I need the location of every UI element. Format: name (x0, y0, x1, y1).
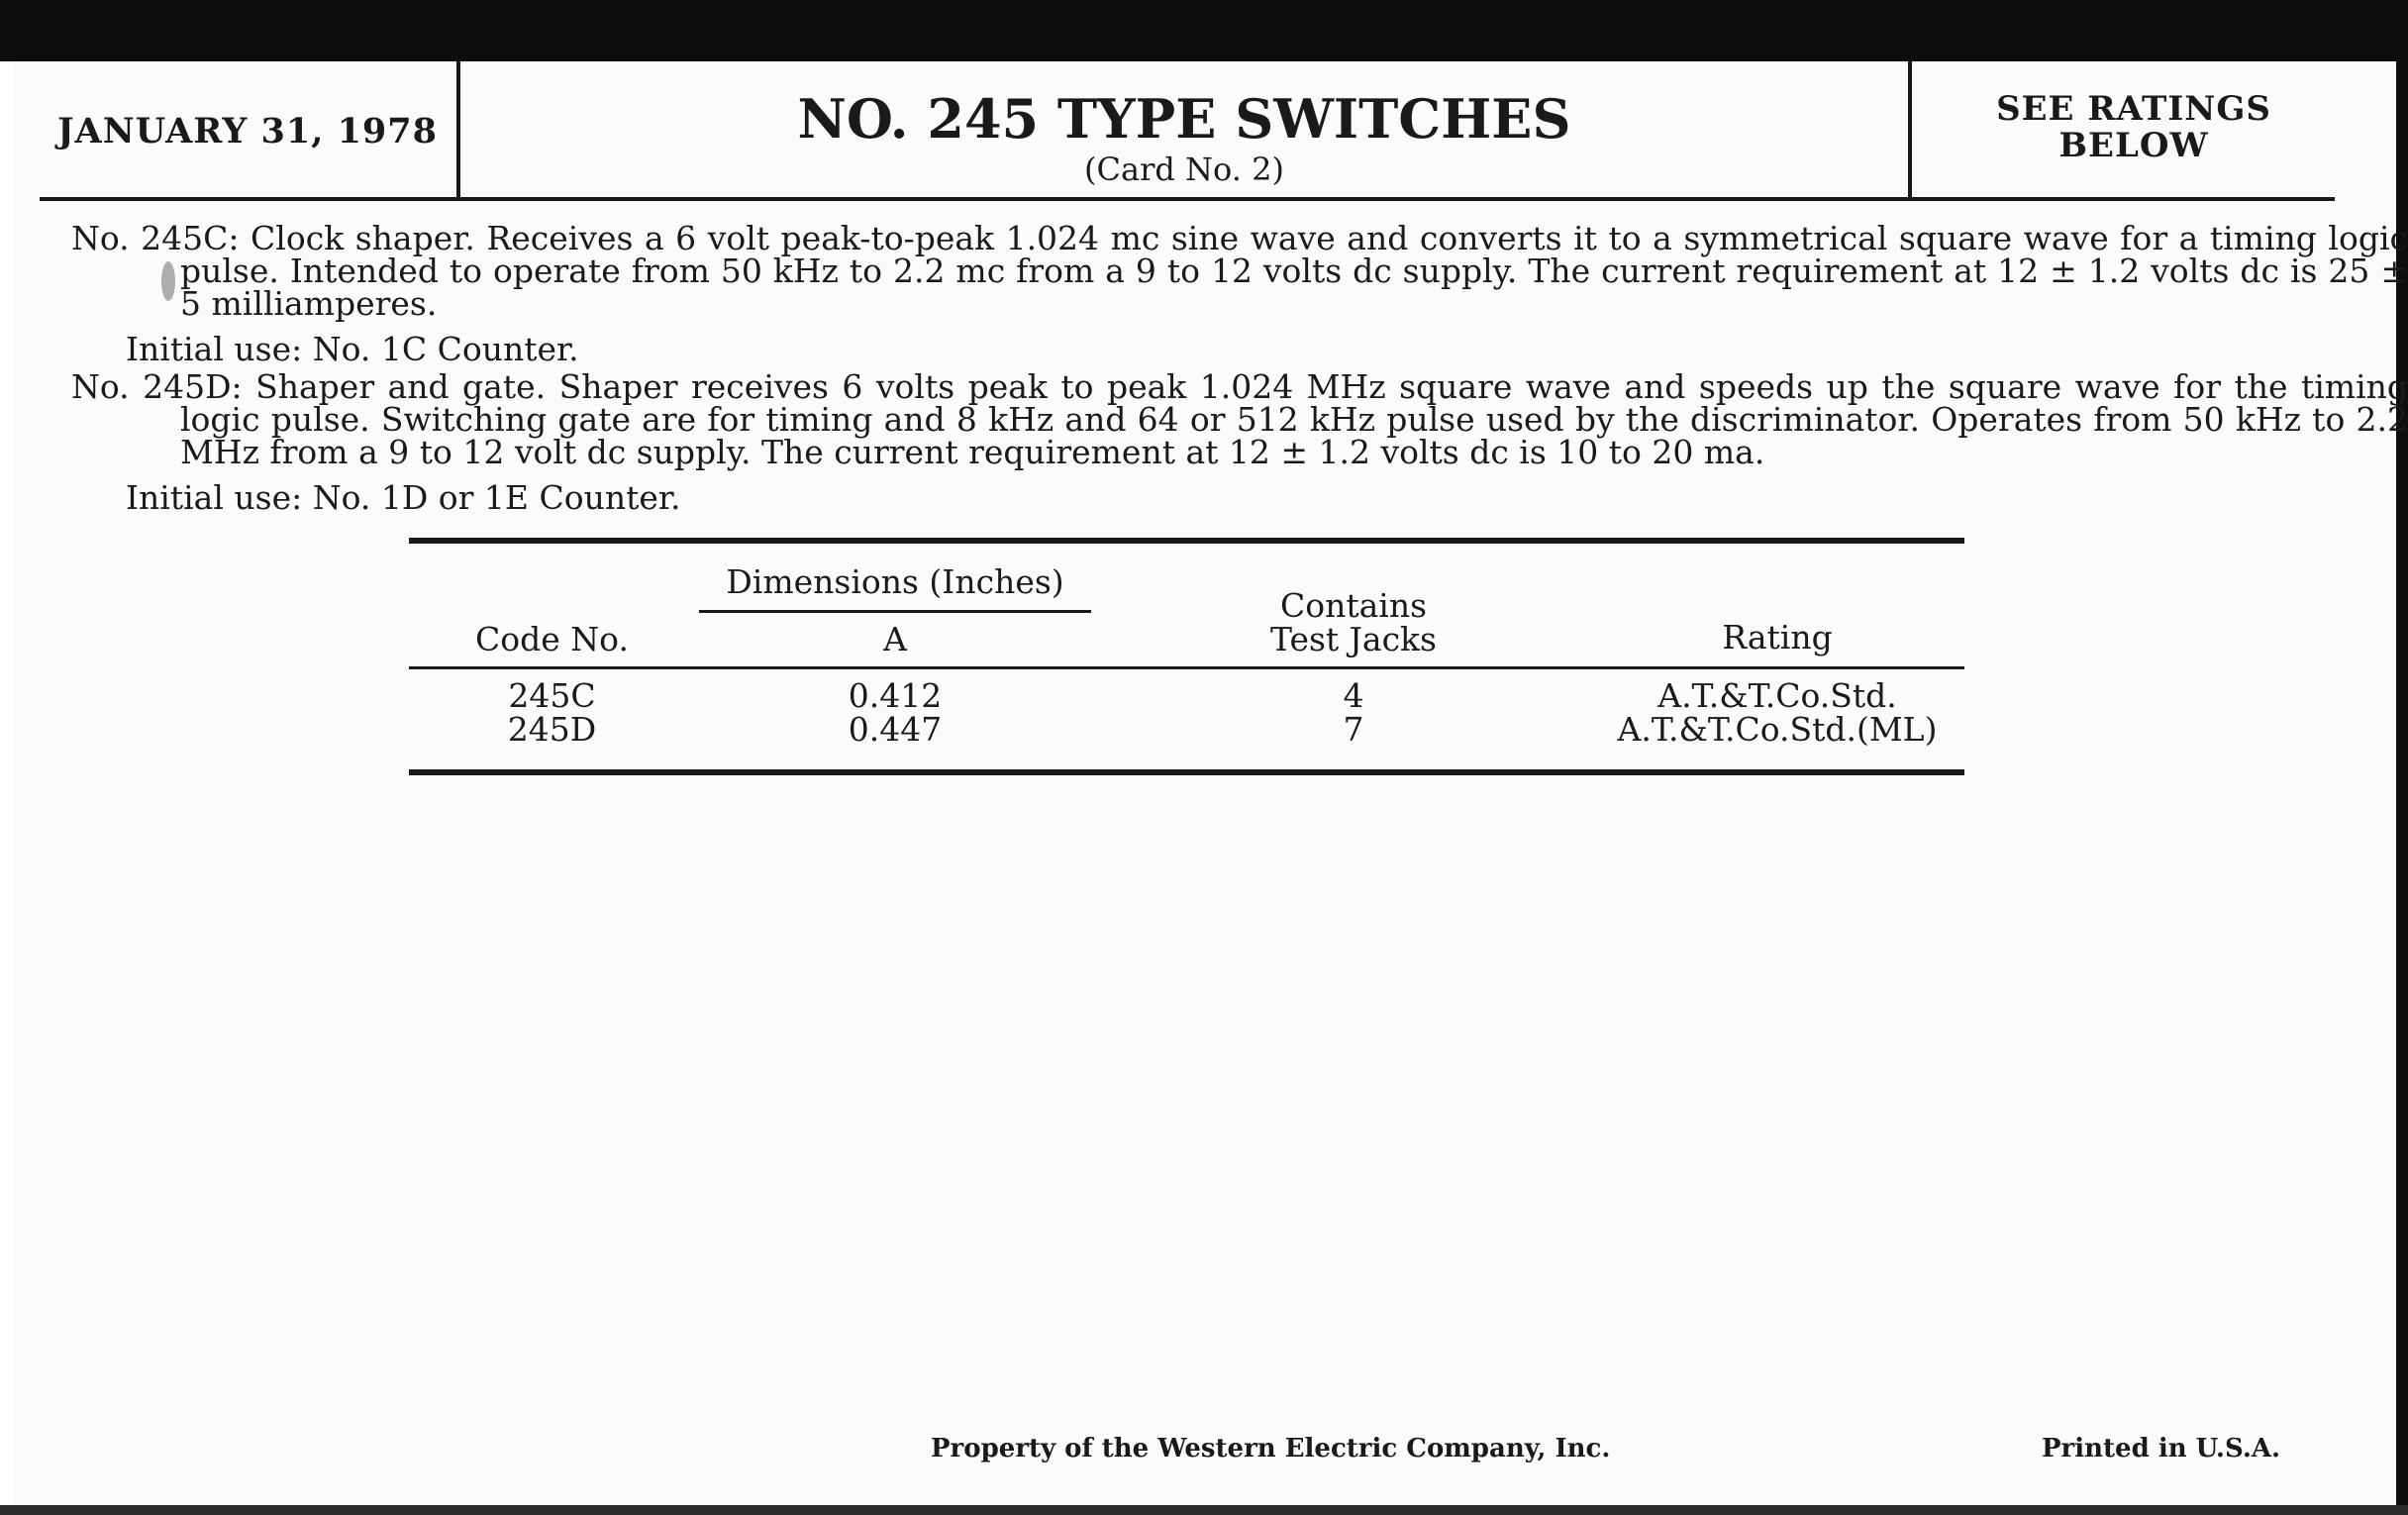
header-code-no: Code No. (475, 620, 629, 658)
dimensions-rule (699, 610, 1091, 613)
description-245c: No. 245C: Clock shaper. Receives a 6 volt peak-to-peak 1.024 mc sine wave and converts it to a symmetrical square wave for a timing logic pulse. Intended to operate from 50 kHz to 2.2 mc from a 9 to 12 volts dc supply. The current requirement at 12 ± 1.2 volts dc is 25 ± 5 milliamperes. (71, 219, 2408, 323)
header-date: JANUARY 31, 1978 (57, 111, 438, 152)
rating-note-line2: BELOW (2058, 126, 2209, 165)
header-dimension-a: A (883, 620, 907, 658)
cell-rating-245d: A.T.&T.Co.Std.(ML) (1617, 710, 1938, 749)
cell-a-245c: 0.412 (848, 676, 943, 715)
footer-printed: Printed in U.S.A. (2042, 1434, 2281, 1464)
description-245d: No. 245D: Shaper and gate. Shaper receives 6 volts peak to peak 1.024 MHz square wave and speeds up the square wave for the timing logic pulse. Switching gate are for timing and 8 kHz and 64 or 512 kHz pulse used by the discriminator. Operates from 50 kHz to 2.2 MHz from a 9 to 12 volt dc supply. The current requirement at 12 ± 1.2 volts dc is 10 to 20 ma. (71, 367, 2408, 471)
header-dimensions: Dimensions (Inches) (726, 562, 1064, 601)
ink-smudge (161, 261, 175, 301)
cell-test-jacks-245d: 7 (1343, 710, 1364, 749)
header-rule (40, 197, 2335, 201)
rating-note-line1: SEE RATINGS (1996, 89, 2271, 129)
header-rating: Rating (1722, 618, 1833, 656)
footer-property: Property of the Western Electric Company, Inc. (931, 1434, 1611, 1464)
cell-rating-245c: A.T.&T.Co.Std. (1657, 676, 1897, 715)
cell-a-245d: 0.447 (848, 710, 943, 749)
page-title: NO. 245 TYPE SWITCHES (797, 87, 1571, 151)
cell-test-jacks-245c: 4 (1343, 676, 1364, 715)
cell-code-245d: 245D (507, 710, 597, 749)
cell-code-245c: 245C (508, 676, 596, 715)
initial-use-245c: Initial use: No. 1C Counter. (126, 330, 579, 368)
table-rule-bottom (409, 769, 1964, 775)
header-test-jacks-line2: Test Jacks (1270, 620, 1437, 658)
initial-use-245d: Initial use: No. 1D or 1E Counter. (126, 478, 681, 517)
scan-border-bottom (0, 1505, 2408, 1515)
table-rule-top (409, 538, 1964, 544)
table-rule-header (409, 666, 1964, 669)
scan-border-top (0, 0, 2408, 61)
page-subtitle: (Card No. 2) (1084, 151, 1284, 188)
rating-note (1912, 91, 2356, 164)
header-test-jacks-line1: Contains (1279, 586, 1428, 625)
